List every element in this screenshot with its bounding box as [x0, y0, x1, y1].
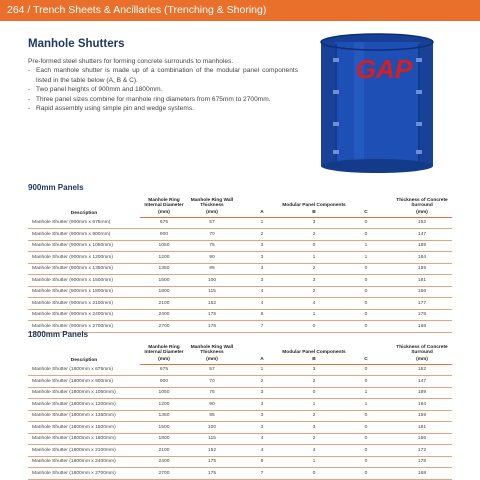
cell-ring-diameter: 1500: [140, 275, 188, 287]
cell-panel-b: 3: [288, 275, 340, 287]
cell-ring-diameter: 1350: [140, 263, 188, 275]
column-unit: (mm): [392, 356, 452, 364]
cell-panel-b: 2: [288, 263, 340, 275]
cell-panel-b: 3: [288, 422, 340, 434]
table-row: [28, 456, 452, 468]
feature-item: - Two panel heights of 900mm and 1800mm.: [28, 85, 298, 94]
table-row: [28, 286, 452, 298]
table-row: [28, 376, 452, 388]
cell-panel-a: 3: [236, 410, 288, 422]
cell-panel-c: 0: [340, 286, 392, 298]
table-row: [28, 364, 452, 376]
cell-wall-thickness: 152: [188, 445, 236, 457]
cell-concrete-thickness: 181: [392, 422, 452, 434]
cell-wall-thickness: 95: [188, 410, 236, 422]
cell-concrete-thickness: 147: [392, 376, 452, 388]
cell-ring-diameter: 900: [140, 376, 188, 388]
column-header-b: B: [288, 356, 340, 364]
cell-panel-a: 3: [236, 240, 288, 252]
cell-panel-b: 0: [288, 321, 340, 333]
column-header-description: Description: [70, 211, 98, 217]
cell-wall-thickness: 100: [188, 275, 236, 287]
cell-panel-c: 0: [340, 298, 392, 310]
cell-description: Manhole Shutter (1800mm x 2700mm): [28, 468, 140, 480]
cell-ring-diameter: 1050: [140, 387, 188, 399]
feature-list: [28, 66, 298, 113]
section-title: Manhole Shutters: [28, 38, 125, 50]
cell-ring-diameter: 1200: [140, 399, 188, 411]
cell-panel-a: 4: [236, 433, 288, 445]
cell-panel-a: 3: [236, 263, 288, 275]
cell-panel-c: 0: [340, 275, 392, 287]
cell-concrete-thickness: 178: [392, 309, 452, 321]
cell-panel-a: 1: [236, 217, 288, 229]
table-row: [28, 217, 452, 229]
column-header-modular: Modular Panel Components: [282, 350, 346, 356]
table-row: [28, 309, 452, 321]
cell-description: Manhole Shutter (900mm x 2400mm): [28, 309, 140, 321]
cell-panel-a: 4: [236, 286, 288, 298]
cell-panel-c: 0: [340, 456, 392, 468]
table-row: [28, 240, 452, 252]
cell-panel-a: 2: [236, 229, 288, 241]
cell-description: Manhole Shutter (1800mm x 2100mm): [28, 445, 140, 457]
cell-panel-c: 1: [340, 387, 392, 399]
cell-panel-c: 0: [340, 309, 392, 321]
table-title: 900mm Panels: [28, 183, 84, 192]
table-row: [28, 298, 452, 310]
cell-wall-thickness: 175: [188, 456, 236, 468]
table-row: [28, 410, 452, 422]
cell-panel-a: 3: [236, 422, 288, 434]
cell-ring-diameter: 1800: [140, 286, 188, 298]
table-row: [28, 321, 452, 333]
cell-panel-a: 6: [236, 456, 288, 468]
column-header-wall-thickness: Manhole Ring Wall Thickness: [190, 197, 234, 209]
column-header-description: Description: [70, 358, 98, 364]
feature-item: - Three panel sizes combine for manhole ring diameters from 675mm to 2700mm.: [28, 95, 298, 104]
cell-description: Manhole Shutter (1800mm x 1500mm): [28, 422, 140, 434]
panels-table-900: [28, 196, 452, 333]
cell-wall-thickness: 175: [188, 309, 236, 321]
column-unit: (mm): [188, 356, 236, 364]
cell-ring-diameter: 2400: [140, 456, 188, 468]
column-header-modular: Modular Panel Components: [282, 203, 346, 209]
cell-panel-a: 4: [236, 298, 288, 310]
cell-wall-thickness: 115: [188, 433, 236, 445]
cell-ring-diameter: 2100: [140, 298, 188, 310]
cell-panel-c: 0: [340, 263, 392, 275]
cell-panel-b: 1: [288, 399, 340, 411]
cell-ring-diameter: 675: [140, 364, 188, 376]
cell-panel-b: 2: [288, 376, 340, 388]
cell-panel-a: 4: [236, 445, 288, 457]
cell-ring-diameter: 2700: [140, 468, 188, 480]
cell-wall-thickness: 152: [188, 298, 236, 310]
column-header-c: C: [340, 209, 392, 217]
cell-panel-c: 0: [340, 410, 392, 422]
cell-panel-a: 1: [236, 364, 288, 376]
cell-panel-c: 0: [340, 445, 392, 457]
cell-panel-c: 1: [340, 399, 392, 411]
cell-panel-c: 0: [340, 433, 392, 445]
cell-description: Manhole Shutter (1800mm x 1200mm): [28, 399, 140, 411]
gap-logo: GAP: [355, 54, 413, 84]
column-header-a: A: [236, 356, 288, 364]
cell-concrete-thickness: 189: [392, 240, 452, 252]
table-row: [28, 263, 452, 275]
column-header-ring-diameter: Manhole Ring Internal Diameter: [144, 197, 184, 209]
cell-wall-thickness: 57: [188, 217, 236, 229]
cell-ring-diameter: 900: [140, 229, 188, 241]
cell-description: Manhole Shutter (900mm x 675mm): [28, 217, 140, 229]
cell-panel-c: 1: [340, 252, 392, 264]
cell-panel-a: 3: [236, 387, 288, 399]
cell-ring-diameter: 1050: [140, 240, 188, 252]
column-header-concrete: Thickness of Concrete Surround: [396, 197, 448, 209]
column-unit: (mm): [140, 356, 188, 364]
cell-concrete-thickness: 172: [392, 445, 452, 457]
cell-panel-c: 0: [340, 364, 392, 376]
cell-concrete-thickness: 184: [392, 399, 452, 411]
cell-wall-thickness: 70: [188, 376, 236, 388]
cell-description: Manhole Shutter (900mm x 1500mm): [28, 275, 140, 287]
cell-panel-b: 0: [288, 387, 340, 399]
column-unit: (mm): [188, 209, 236, 217]
intro-text: Pre-formed steel shutters for forming concrete surrounds to manholes.: [28, 58, 234, 65]
cell-concrete-thickness: 177: [392, 298, 452, 310]
feature-item: - Rapid assembly using simple pin and wedge systems.: [28, 104, 298, 113]
cell-panel-c: 0: [340, 376, 392, 388]
page-header-text: 264 / Trench Sheets & Ancillaries (Trenching & Shoring): [7, 4, 267, 16]
cell-wall-thickness: 75: [188, 387, 236, 399]
cell-panel-c: 0: [340, 321, 392, 333]
cell-ring-diameter: 1500: [140, 422, 188, 434]
panels-table-1800: [28, 343, 452, 480]
table-row: [28, 433, 452, 445]
cell-ring-diameter: 1800: [140, 433, 188, 445]
cell-concrete-thickness: 181: [392, 275, 452, 287]
cell-ring-diameter: 675: [140, 217, 188, 229]
cell-panel-b: 2: [288, 433, 340, 445]
cell-panel-b: 2: [288, 229, 340, 241]
feature-item: - Each manhole shutter is made up of a combination of the modular panel components listed in the table below (A, B & C).: [28, 66, 298, 85]
cell-concrete-thickness: 178: [392, 456, 452, 468]
cell-concrete-thickness: 184: [392, 252, 452, 264]
column-header-a: A: [236, 209, 288, 217]
cell-concrete-thickness: 159: [392, 410, 452, 422]
cell-ring-diameter: 1350: [140, 410, 188, 422]
cell-concrete-thickness: 152: [392, 364, 452, 376]
page-header-bar: [0, 0, 480, 21]
cell-description: Manhole Shutter (900mm x 1200mm): [28, 252, 140, 264]
column-header-c: C: [340, 356, 392, 364]
cell-panel-a: 2: [236, 376, 288, 388]
cell-concrete-thickness: 168: [392, 468, 452, 480]
cell-description: Manhole Shutter (1800mm x 2400mm): [28, 456, 140, 468]
cell-panel-b: 3: [288, 217, 340, 229]
cell-panel-a: 6: [236, 309, 288, 321]
cell-ring-diameter: 2100: [140, 445, 188, 457]
cell-panel-b: 4: [288, 445, 340, 457]
column-header-b: B: [288, 209, 340, 217]
cell-ring-diameter: 2700: [140, 321, 188, 333]
table-title: 1800mm Panels: [28, 330, 89, 339]
cell-concrete-thickness: 159: [392, 263, 452, 275]
cell-description: Manhole Shutter (900mm x 2700mm): [28, 321, 140, 333]
cell-panel-a: 7: [236, 321, 288, 333]
cell-wall-thickness: 100: [188, 422, 236, 434]
cell-panel-c: 0: [340, 217, 392, 229]
cell-panel-c: 0: [340, 468, 392, 480]
intro-block: [28, 57, 298, 113]
column-unit: (mm): [392, 209, 452, 217]
cell-concrete-thickness: 156: [392, 433, 452, 445]
table-row: [28, 275, 452, 287]
cell-concrete-thickness: 168: [392, 321, 452, 333]
cell-panel-b: 1: [288, 252, 340, 264]
cell-description: Manhole Shutter (900mm x 2100mm): [28, 298, 140, 310]
cell-description: Manhole Shutter (1800mm x 1050mm): [28, 387, 140, 399]
cell-description: Manhole Shutter (900mm x 900mm): [28, 229, 140, 241]
table-row: [28, 445, 452, 457]
cell-wall-thickness: 75: [188, 240, 236, 252]
cell-wall-thickness: 90: [188, 252, 236, 264]
table-row: [28, 399, 452, 411]
cell-description: Manhole Shutter (1800mm x 1350mm): [28, 410, 140, 422]
cell-concrete-thickness: 147: [392, 229, 452, 241]
cell-panel-b: 2: [288, 410, 340, 422]
cell-wall-thickness: 95: [188, 263, 236, 275]
cell-description: Manhole Shutter (1800mm x 675mm): [28, 364, 140, 376]
cell-panel-a: 3: [236, 399, 288, 411]
cell-panel-b: 1: [288, 309, 340, 321]
cell-panel-b: 4: [288, 298, 340, 310]
cell-panel-c: 0: [340, 229, 392, 241]
cell-panel-c: 0: [340, 422, 392, 434]
manhole-shutter-photo: [302, 30, 452, 176]
cell-panel-b: 0: [288, 468, 340, 480]
column-header-ring-diameter: Manhole Ring Internal Diameter: [144, 344, 184, 356]
table-row: [28, 252, 452, 264]
cell-concrete-thickness: 156: [392, 286, 452, 298]
cell-panel-b: 2: [288, 286, 340, 298]
table-row: [28, 468, 452, 480]
cell-description: Manhole Shutter (900mm x 1050mm): [28, 240, 140, 252]
cell-panel-a: 3: [236, 252, 288, 264]
table-row: [28, 387, 452, 399]
table-row: [28, 422, 452, 434]
cell-wall-thickness: 115: [188, 286, 236, 298]
table-row: [28, 229, 452, 241]
cell-ring-diameter: 2400: [140, 309, 188, 321]
column-header-concrete: Thickness of Concrete Surround: [396, 344, 448, 356]
cell-description: Manhole Shutter (900mm x 1350mm): [28, 263, 140, 275]
cell-panel-a: 7: [236, 468, 288, 480]
cell-wall-thickness: 90: [188, 399, 236, 411]
cell-description: Manhole Shutter (1800mm x 1800mm): [28, 433, 140, 445]
cell-wall-thickness: 57: [188, 364, 236, 376]
cell-wall-thickness: 175: [188, 321, 236, 333]
cell-panel-a: 3: [236, 275, 288, 287]
cell-wall-thickness: 175: [188, 468, 236, 480]
cell-ring-diameter: 1200: [140, 252, 188, 264]
cell-panel-b: 3: [288, 364, 340, 376]
column-header-wall-thickness: Manhole Ring Wall Thickness: [190, 344, 234, 356]
cell-concrete-thickness: 189: [392, 387, 452, 399]
cell-description: Manhole Shutter (900mm x 1800mm): [28, 286, 140, 298]
cell-description: Manhole Shutter (1800mm x 900mm): [28, 376, 140, 388]
cell-panel-b: 0: [288, 240, 340, 252]
cell-panel-c: 1: [340, 240, 392, 252]
column-unit: (mm): [140, 209, 188, 217]
cell-wall-thickness: 70: [188, 229, 236, 241]
cell-concrete-thickness: 152: [392, 217, 452, 229]
cell-panel-b: 1: [288, 456, 340, 468]
